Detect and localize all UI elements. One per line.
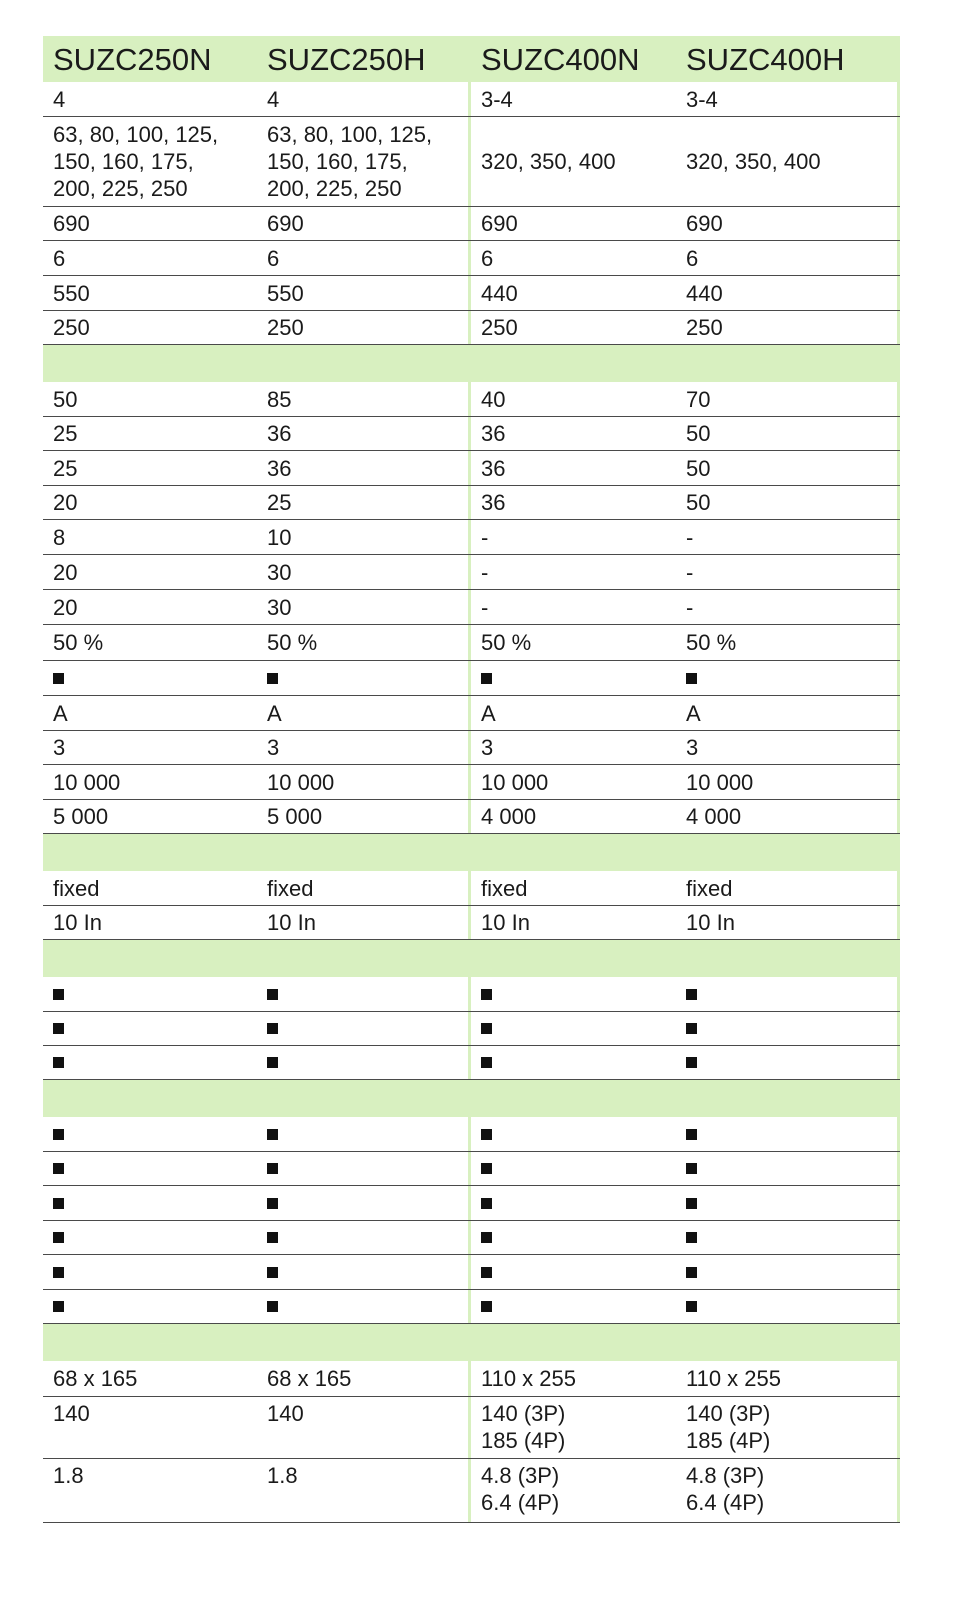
table-cell: 1.8 <box>257 1459 471 1522</box>
table-cell: 6 <box>53 245 66 271</box>
filled-square-icon <box>686 989 697 1000</box>
table-cell: 30 <box>257 590 471 624</box>
table-cell <box>676 661 900 695</box>
table-cell: 8 <box>53 524 66 550</box>
table-row <box>43 696 900 731</box>
table-row <box>43 590 900 625</box>
table-cell: fixed <box>676 871 900 905</box>
table-cell: 1.8 <box>53 1463 84 1488</box>
table-cell: 250 <box>481 315 518 340</box>
table-cell: 6 <box>676 241 900 275</box>
table-cell <box>676 1117 900 1151</box>
table-cell: 10 In <box>53 910 102 935</box>
filled-square-icon <box>267 1198 278 1209</box>
table-row <box>43 555 900 590</box>
table-cell: 3 <box>676 731 900 764</box>
table-cell <box>257 1255 471 1289</box>
table-cell: 50 <box>53 386 78 412</box>
section-divider-row <box>43 345 900 382</box>
table-cell: 140 (3P) 185 (4P) <box>481 1401 566 1453</box>
table-cell: 250 <box>53 315 90 340</box>
table-cell: 68 x 165 <box>257 1361 471 1396</box>
table-cell <box>257 661 471 695</box>
table-row <box>43 486 900 520</box>
table-header-row <box>43 36 900 82</box>
table-cell: 50 % <box>481 630 532 655</box>
table-cell: 50 <box>676 451 900 485</box>
filled-square-icon <box>686 1023 697 1034</box>
table-cell: 10 000 <box>53 769 121 795</box>
table-cell: fixed <box>481 875 528 901</box>
table-cell: 70 <box>676 382 900 416</box>
table-cell: 40 <box>481 386 506 412</box>
table-cell: 25 <box>257 486 471 519</box>
table-row <box>43 1361 900 1397</box>
table-row <box>43 1186 900 1221</box>
table-cell <box>471 1046 676 1079</box>
filled-square-icon <box>267 989 278 1000</box>
table-cell <box>43 1117 257 1151</box>
table-cell <box>676 1046 900 1079</box>
filled-square-icon <box>267 1129 278 1140</box>
table-cell: 20 <box>53 594 78 620</box>
filled-square-icon <box>686 1163 697 1174</box>
filled-square-icon <box>53 989 64 1000</box>
table-cell <box>471 1186 676 1220</box>
table-cell: 110 x 255 <box>676 1361 900 1396</box>
table-cell: 68 x 165 <box>53 1366 138 1391</box>
filled-square-icon <box>686 1057 697 1068</box>
table-cell <box>257 1290 471 1323</box>
table-cell <box>257 1186 471 1220</box>
table-cell: 140 <box>257 1397 471 1458</box>
table-cell: - <box>676 555 900 589</box>
table-cell: 63, 80, 100, 125, 150, 160, 175, 200, 225, 250 <box>53 122 219 201</box>
table-row <box>43 906 900 940</box>
table-cell: 5 000 <box>53 804 109 829</box>
table-row <box>43 382 900 417</box>
table-cell: 140 <box>53 1401 90 1426</box>
filled-square-icon <box>267 1267 278 1278</box>
table-cell <box>43 1046 257 1079</box>
table-cell: 440 <box>676 276 900 310</box>
filled-square-icon <box>686 1301 697 1312</box>
table-row <box>43 451 900 486</box>
table-row <box>43 871 900 906</box>
table-row <box>43 977 900 1012</box>
table-row <box>43 800 900 834</box>
table-cell <box>676 1255 900 1289</box>
table-cell <box>257 1117 471 1151</box>
filled-square-icon <box>481 673 492 684</box>
table-cell: 10 000 <box>481 769 549 795</box>
table-row <box>43 1012 900 1046</box>
table-row <box>43 765 900 800</box>
table-cell: 10 000 <box>676 765 900 799</box>
table-cell: 3 <box>481 735 494 760</box>
table-cell <box>676 1152 900 1185</box>
table-cell: 250 <box>257 311 471 344</box>
table-cell <box>257 1012 471 1045</box>
table-row <box>43 207 900 241</box>
table-row <box>43 82 900 117</box>
table-body <box>43 82 900 1523</box>
table-row <box>43 731 900 765</box>
table-cell <box>676 1012 900 1045</box>
table-cell: 50 % <box>257 625 471 660</box>
table-cell <box>43 1255 257 1289</box>
table-cell: A <box>676 696 900 730</box>
table-cell: 250 <box>676 311 900 344</box>
filled-square-icon <box>481 1023 492 1034</box>
table-cell: 690 <box>676 207 900 240</box>
table-cell: 690 <box>53 211 90 236</box>
table-cell: 63, 80, 100, 125, 150, 160, 175, 200, 225, 250 <box>257 117 471 206</box>
table-cell: 3-4 <box>481 86 513 112</box>
table-cell: 4 <box>53 86 66 112</box>
filled-square-icon <box>53 1023 64 1034</box>
table-cell: - <box>481 524 489 550</box>
table-cell: 110 x 255 <box>481 1366 577 1391</box>
section-divider-row <box>43 834 900 871</box>
table-cell: 36 <box>257 417 471 450</box>
filled-square-icon <box>267 1023 278 1034</box>
table-cell <box>43 977 257 1011</box>
filled-square-icon <box>481 1057 492 1068</box>
filled-square-icon <box>481 1232 492 1243</box>
section-divider-row <box>43 1324 900 1361</box>
table-cell: 6 <box>481 245 494 271</box>
table-cell <box>471 1012 676 1045</box>
filled-square-icon <box>53 1057 64 1068</box>
table-cell: 320, 350, 400 <box>676 117 900 206</box>
table-cell: 50 <box>676 417 900 450</box>
table-cell: - <box>481 594 489 620</box>
filled-square-icon <box>686 1232 697 1243</box>
table-row <box>43 417 900 451</box>
filled-square-icon <box>481 1198 492 1209</box>
table-cell: 10 000 <box>257 765 471 799</box>
table-cell <box>471 1117 676 1151</box>
filled-square-icon <box>686 1198 697 1209</box>
table-cell <box>471 1152 676 1185</box>
table-cell: 4.8 (3P) 6.4 (4P) <box>481 1463 560 1515</box>
table-row <box>43 520 900 555</box>
table-row <box>43 241 900 276</box>
filled-square-icon <box>53 1232 64 1243</box>
table-cell <box>43 1221 257 1254</box>
filled-square-icon <box>53 1129 64 1140</box>
filled-square-icon <box>267 1301 278 1312</box>
filled-square-icon <box>267 1232 278 1243</box>
table-cell <box>471 1255 676 1289</box>
table-cell <box>676 1221 900 1254</box>
table-row <box>43 1397 900 1459</box>
filled-square-icon <box>53 1267 64 1278</box>
filled-square-icon <box>481 989 492 1000</box>
table-cell: 85 <box>257 382 471 416</box>
table-cell: 20 <box>53 490 78 515</box>
table-cell: - <box>676 590 900 624</box>
table-cell: A <box>257 696 471 730</box>
filled-square-icon <box>53 673 64 684</box>
header-suzc250n: SUZC250N <box>53 41 212 77</box>
table-cell: fixed <box>257 871 471 905</box>
table-cell <box>676 1290 900 1323</box>
filled-square-icon <box>53 1198 64 1209</box>
table-row <box>43 276 900 311</box>
table-cell <box>471 977 676 1011</box>
table-row <box>43 625 900 661</box>
table-row <box>43 1290 900 1324</box>
table-cell <box>43 1186 257 1220</box>
header-suzc400h: SUZC400H <box>686 41 845 77</box>
table-cell: A <box>481 700 496 726</box>
table-cell: 10 In <box>257 906 471 939</box>
table-cell <box>471 1290 676 1323</box>
table-cell: 30 <box>257 555 471 589</box>
table-cell: 4 000 <box>676 800 900 833</box>
table-cell: 36 <box>257 451 471 485</box>
table-cell: 690 <box>257 207 471 240</box>
table-cell: 20 <box>53 559 78 585</box>
table-cell: 4 000 <box>481 804 537 829</box>
header-suzc250h: SUZC250H <box>267 41 426 77</box>
table-cell: 3 <box>53 735 66 760</box>
table-cell: 36 <box>481 421 506 446</box>
table-row <box>43 1152 900 1186</box>
table-cell: 4 <box>257 82 471 116</box>
table-cell <box>257 1221 471 1254</box>
filled-square-icon <box>481 1267 492 1278</box>
table-cell <box>43 661 257 695</box>
table-cell <box>257 1046 471 1079</box>
section-divider-row <box>43 940 900 977</box>
table-cell: 550 <box>53 280 90 306</box>
table-cell: 50 <box>676 486 900 519</box>
filled-square-icon <box>686 673 697 684</box>
section-divider-row <box>43 1080 900 1117</box>
table-cell: - <box>481 559 489 585</box>
table-cell <box>676 1186 900 1220</box>
table-cell: 36 <box>481 455 506 481</box>
filled-square-icon <box>53 1301 64 1312</box>
filled-square-icon <box>267 1163 278 1174</box>
filled-square-icon <box>481 1301 492 1312</box>
table-row <box>43 1255 900 1290</box>
table-cell: 690 <box>481 211 518 236</box>
table-cell <box>43 1152 257 1185</box>
table-cell: 3-4 <box>676 82 900 116</box>
table-cell: 25 <box>53 421 78 446</box>
table-cell: 4.8 (3P) 6.4 (4P) <box>676 1459 900 1522</box>
table-cell: 10 In <box>481 910 530 935</box>
table-cell: - <box>676 520 900 554</box>
filled-square-icon <box>481 1129 492 1140</box>
table-cell <box>676 977 900 1011</box>
table-cell: 50 % <box>676 625 900 660</box>
table-row <box>43 661 900 696</box>
table-cell: fixed <box>53 875 100 901</box>
table-cell: 6 <box>257 241 471 275</box>
filled-square-icon <box>481 1163 492 1174</box>
table-cell <box>471 661 676 695</box>
table-cell: 10 <box>257 520 471 554</box>
table-row <box>43 1117 900 1152</box>
table-cell: 440 <box>481 280 518 306</box>
filled-square-icon <box>267 673 278 684</box>
header-suzc400n: SUZC400N <box>481 41 640 77</box>
filled-square-icon <box>686 1267 697 1278</box>
specifications-table <box>43 36 900 1523</box>
table-cell: 140 (3P) 185 (4P) <box>676 1397 900 1458</box>
table-cell <box>257 1152 471 1185</box>
table-row <box>43 1459 900 1523</box>
table-cell: 25 <box>53 455 78 481</box>
table-cell: 5 000 <box>257 800 471 833</box>
table-row <box>43 1221 900 1255</box>
table-cell <box>471 1221 676 1254</box>
table-row <box>43 1046 900 1080</box>
table-row <box>43 311 900 345</box>
filled-square-icon <box>53 1163 64 1174</box>
table-cell <box>257 977 471 1011</box>
table-row <box>43 117 900 207</box>
table-cell: 320, 350, 400 <box>481 149 616 174</box>
filled-square-icon <box>686 1129 697 1140</box>
table-cell: 550 <box>257 276 471 310</box>
table-cell: 50 % <box>53 630 104 655</box>
table-cell <box>43 1012 257 1045</box>
table-cell: A <box>53 700 68 726</box>
table-cell: 3 <box>257 731 471 764</box>
table-cell <box>43 1290 257 1323</box>
table-cell: 10 In <box>676 906 900 939</box>
table-cell: 36 <box>481 490 506 515</box>
filled-square-icon <box>267 1057 278 1068</box>
